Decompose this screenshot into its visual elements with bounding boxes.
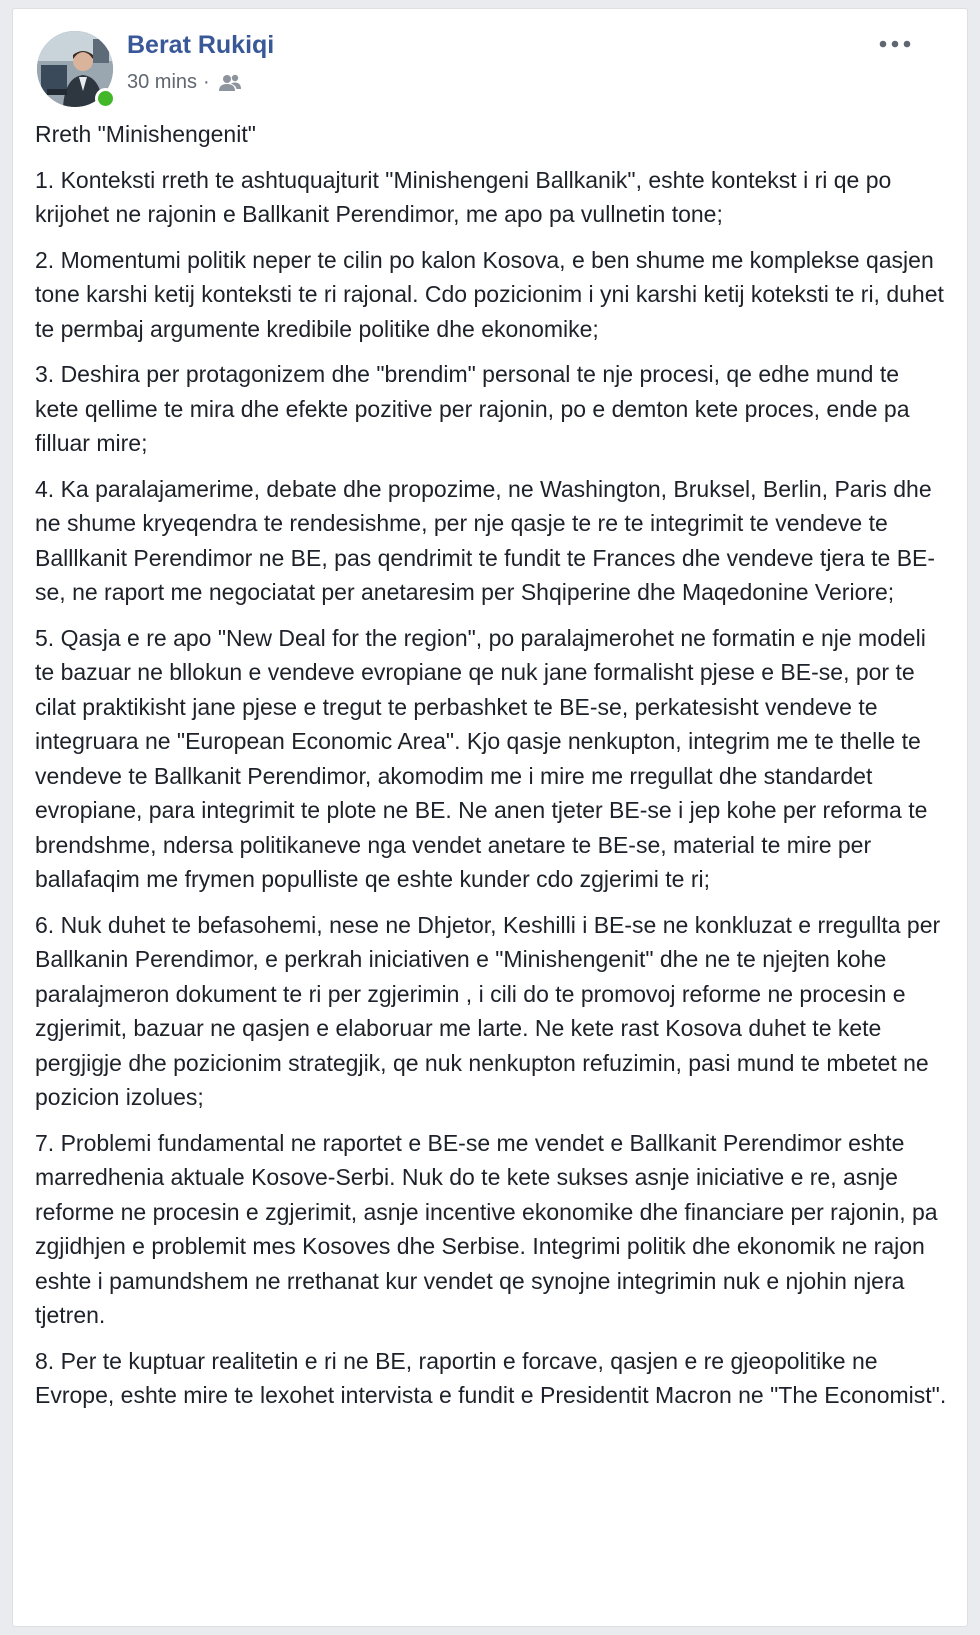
author-name[interactable]: Berat Rukiqi: [127, 31, 275, 59]
more-options-icon: [879, 40, 911, 48]
post-body: [35, 117, 947, 1424]
friends-icon[interactable]: [216, 73, 242, 93]
post-paragraph-3: 3. Deshira per protagonizem dhe "brendim" personal te nje procesi, qe edhe mund te kete qellime te mira dhe efekte pozitive per rajonin, po e demton kete proces, ende pa filluar mire;: [35, 361, 910, 456]
online-status-indicator: [95, 88, 116, 109]
meta-separator: ·: [203, 71, 210, 93]
post-paragraph-7: 7. Problemi fundamental ne raportet e BE-se me vendet e Ballkanit Perendimor eshte marredhenia aktuale Kosove-Serbi. Nuk do te kete sukses asnje iniciative e re, asnje reforme ne procesin e zgjerimit, asnje incentive ekonomike dhe financiare per rajonin, pa zgjidhjen e problemit mes Kosoves dhe Serbise. Integrimi politik dhe ekonomik ne rajon eshte i pamundshem ne rrethanat kur vendet qe synojne integrimin nuk e njohin njera tjetren.: [35, 1129, 938, 1328]
post-paragraph-5: 5. Qasja e re apo "New Deal for the region", po paralajmerohet ne formatin e nje modeli te bazuar ne bllokun e vendeve evropiane qe nuk jane formalisht pjese e BE-se, por te cilat praktikisht jane pjese e tregut te perbashket te BE-se, perkatesisht vendeve te integruara ne "European Economic Area". Kjo qasje nenkupton, integrim me te thelle te vendeve te Ballkanit Perendimor, akomodim me i mire me rregullat dhe standardet evropiane, para integrimit te plote ne BE. Ne anen tjeter BE-se i jep kohe per reforma te brendshme, ndersa politikaneve nga vendet anetare te BE-se, material te mire per ballafaqim me frymen populliste qe eshte kunder cdo zgjerimi te ri;: [35, 624, 928, 892]
post-meta: [127, 71, 242, 94]
post-paragraph-6: 6. Nuk duhet te befasohemi, nese ne Dhjetor, Keshilli i BE-se ne konkluzat e rregullta per Ballkanin Perendimor, e perkrah iniciativen e "Minishengenit" dhe ne te njejten kohe paralajmeron dokument te ri per zgjerimin , i cili do te promovoj reforme ne procesin e zgjerimit, bazuar ne qasjen e elaboruar me larte. Ne kete rast Kosova duhet te kete pergjigje dhe pozicionim strategjik, qe nuk nenkupton refuzimin, pasi mund te mbetet ne pozicion izolues;: [35, 911, 941, 1110]
post-card: [12, 8, 968, 1627]
post-paragraph-4: 4. Ka paralajamerime, debate dhe propozime, ne Washington, Bruksel, Berlin, Paris dhe ne shume kryeqendra te rendesishme, per nje qasje te re te integrimit te vendeve te Balllkanit Perendimor ne BE, pas qendrimit te fundit te Frances dhe vendeve tjera te BE-se, ne raport me negociatat per anetaresim per Shqiperine dhe Maqedonine Veriore;: [35, 475, 936, 605]
post-paragraph-2: 2. Momentumi politik neper te cilin po kalon Kosova, e ben shume me komplekse qasjen tone karshi ketij konteksti te ri rajonal. Cdo pozicionim i yni karshi ketij koteksti te ri, duhet te permbaj argumente kredibile politike dhe ekonomike;: [35, 246, 944, 342]
more-options-button[interactable]: [873, 31, 917, 57]
post-timestamp[interactable]: 30 mins: [127, 71, 198, 93]
post-title: Rreth "Minishengenit": [35, 121, 256, 147]
post-paragraph-1: 1. Konteksti rreth te ashtuquajturit "Minishengeni Ballkanik", eshte kontekst i ri qe po krijohet ne rajonin e Ballkanit Perendimor, me apo pa vullnetin tone;: [35, 166, 892, 227]
post-paragraph-8: 8. Per te kuptuar realitetin e ri ne BE, raportin e forcave, qasjen e re gjeopolitike ne Evrope, eshte mire te lexohet intervista e fundit e Presidentit Macron ne "The Economist".: [35, 1347, 947, 1408]
